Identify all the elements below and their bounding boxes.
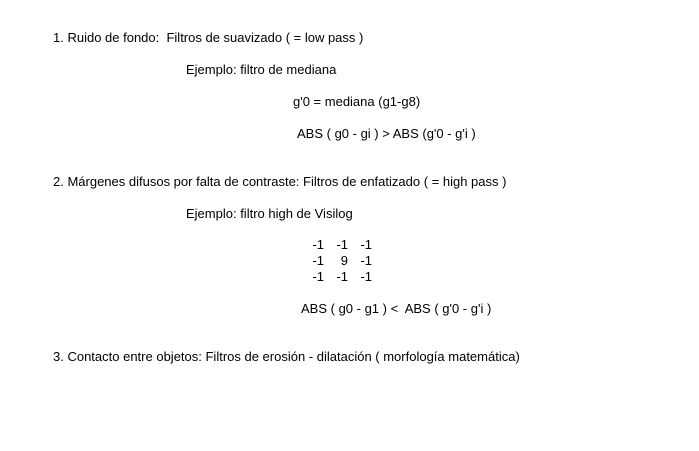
kernel-cell: -1 [312, 269, 324, 284]
kernel-cell: -1 [360, 253, 372, 268]
kernel-cell: -1 [312, 237, 324, 252]
kernel-cell: -1 [360, 269, 372, 284]
section-3-heading: 3. Contacto entre objetos: Filtros de erosión - dilatación ( morfología matemática) [53, 349, 520, 364]
median-formula: g'0 = mediana (g1-g8) [293, 94, 421, 109]
kernel-cell: -1 [336, 237, 348, 252]
kernel-cell: 9 [340, 253, 348, 268]
high-pass-condition: ABS ( g0 - g1 ) < ABS ( g'0 - g'i ) [301, 301, 492, 316]
low-pass-condition: ABS ( g0 - gi ) > ABS (g'0 - g'i ) [297, 126, 476, 141]
filter-kernel-matrix [304, 237, 372, 285]
section-1-heading: 1. Ruido de fondo: Filtros de suavizado ( = low pass ) [53, 30, 364, 45]
kernel-cell: -1 [312, 253, 324, 268]
section-2-example: Ejemplo: filtro high de Visilog [186, 206, 353, 221]
section-2-heading: 2. Márgenes difusos por falta de contraste: Filtros de enfatizado ( = high pass ) [53, 174, 507, 189]
kernel-cell: -1 [336, 269, 348, 284]
kernel-cell: -1 [360, 237, 372, 252]
section-1-example: Ejemplo: filtro de mediana [186, 62, 337, 77]
